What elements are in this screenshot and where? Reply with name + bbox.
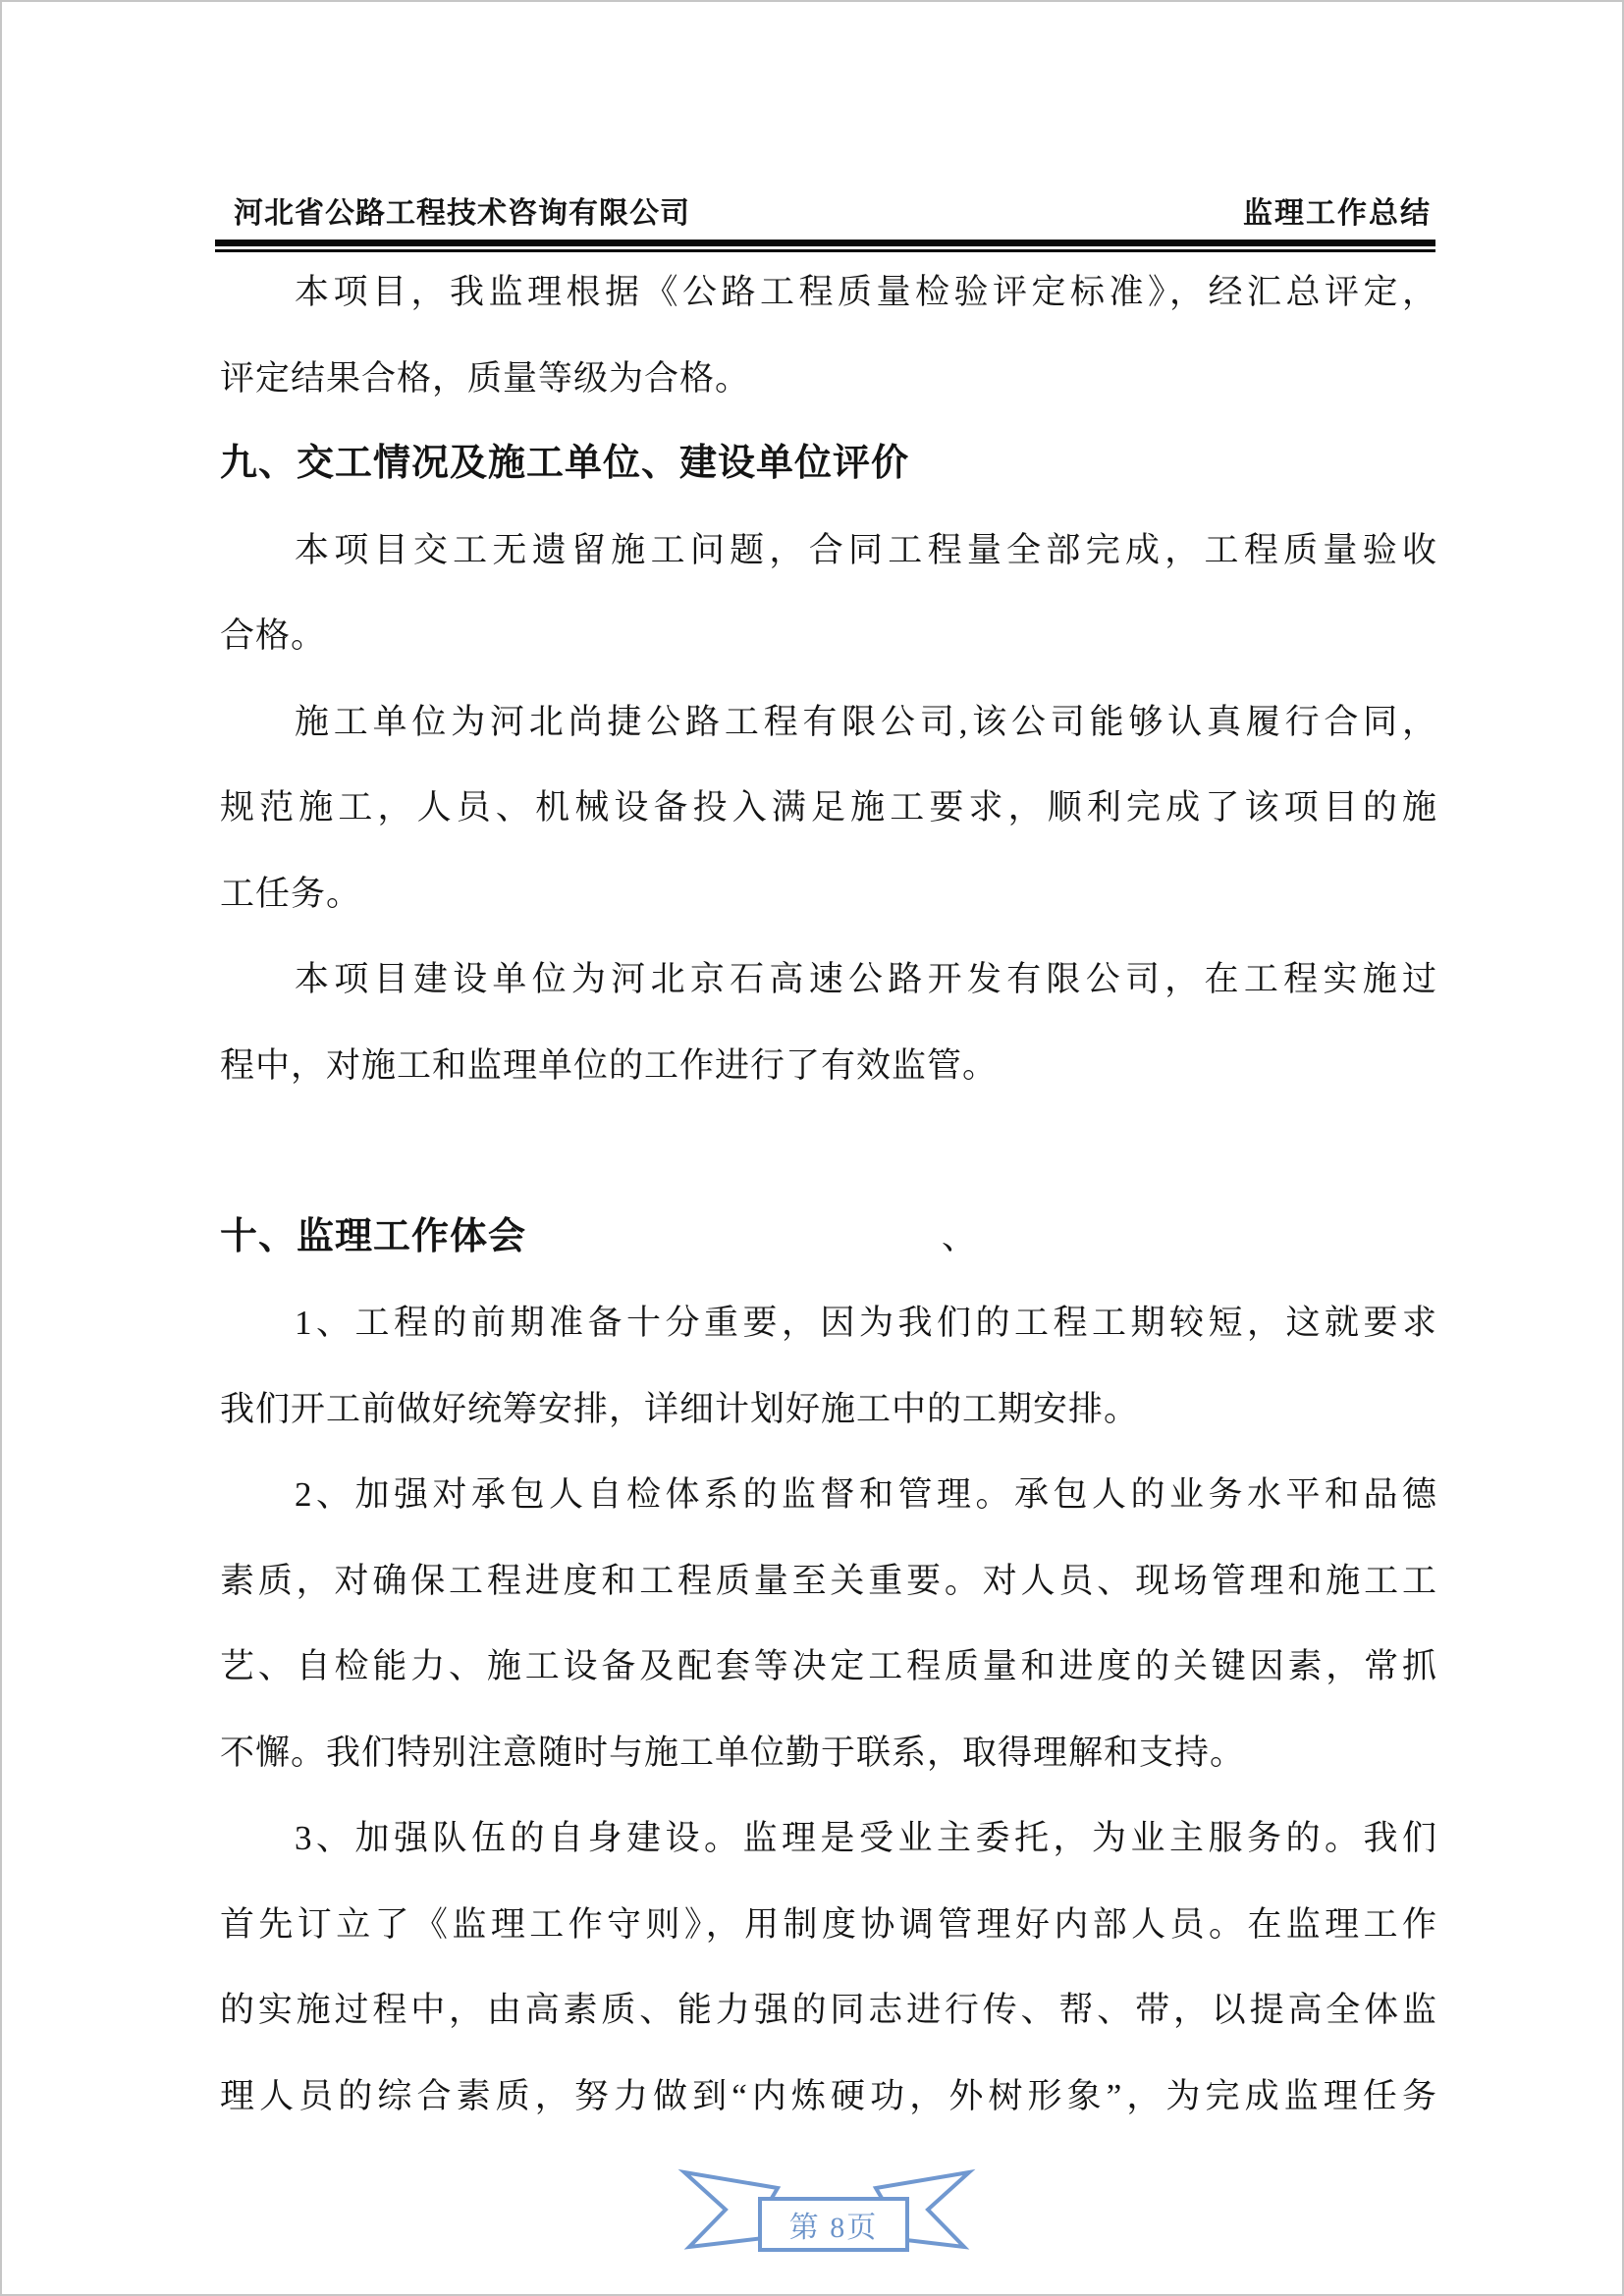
section-heading-ten-label: 十、监理工作体会	[220, 1215, 527, 1257]
header-company-name: 河北省公路工程技术咨询有限公司	[234, 197, 690, 230]
section-heading-ten	[220, 1195, 1437, 1281]
paragraph-line: 3、加强队伍的自身建设。监理是受业主委托，为业主服务的。我们	[295, 1819, 1437, 1857]
paragraph-line: 评定结果合格，质量等级为合格。	[220, 358, 751, 398]
paragraph-line: 1、工程的前期准备十分重要，因为我们的工程工期较短，这就要求	[295, 1304, 1437, 1342]
paragraph-line: 首先订立了《监理工作守则》，用制度协调管理好内部人员。在监理工作	[220, 1904, 1437, 1944]
stray-punctuation-mark: 、	[942, 1217, 978, 1256]
paragraph-line: 合格。	[220, 616, 327, 655]
paragraph-line: 施工单位为河北尚捷公路工程有限公司,该公司能够认真履行合同，	[295, 702, 1437, 741]
paragraph-line: 不懈。我们特别注意随时与施工单位勤于联系，取得理解和支持。	[220, 1733, 1246, 1772]
paragraph-line: 2、加强对承包人自检体系的监督和管理。承包人的业务水平和品德	[295, 1475, 1437, 1514]
document-body	[220, 249, 1437, 2139]
paragraph-line: 工任务。	[220, 874, 362, 913]
page-header	[220, 196, 1437, 238]
page-number-label: 第 8页	[788, 2212, 879, 2244]
paragraph-line: 艺、自检能力、施工设备及配套等决定工程质量和进度的关键因素，常抓	[220, 1647, 1437, 1685]
paragraph-line: 的实施过程中，由高素质、能力强的同志进行传、帮、带，以提高全体监	[220, 1991, 1437, 2029]
paragraph-line: 程中，对施工和监理单位的工作进行了有效监管。	[220, 1045, 999, 1085]
paragraph-line: 规范施工，人员、机械设备投入满足施工要求，顺利完成了该项目的施	[220, 788, 1437, 827]
paragraph-line: 我们开工前做好统筹安排，详细计划好施工中的工期安排。	[220, 1389, 1140, 1428]
paragraph-line: 本项目建设单位为河北京石高速公路开发有限公司，在工程实施过	[295, 960, 1437, 998]
paragraph-line: 本项目交工无遗留施工问题，合同工程量全部完成，工程质量验收	[295, 530, 1437, 569]
paragraph-line: 素质，对确保工程进度和工程质量至关重要。对人员、现场管理和施工工	[220, 1561, 1437, 1600]
paragraph-line: 本项目，我监理根据《公路工程质量检验评定标准》，经汇总评定，	[295, 273, 1437, 311]
section-heading-nine: 九、交工情况及施工单位、建设单位评价	[220, 443, 910, 484]
paragraph-line: 理人员的综合素质，努力做到“内炼硬功，外树形象”，为完成监理任务	[220, 2076, 1437, 2115]
header-doc-title: 监理工作总结	[1243, 197, 1432, 230]
